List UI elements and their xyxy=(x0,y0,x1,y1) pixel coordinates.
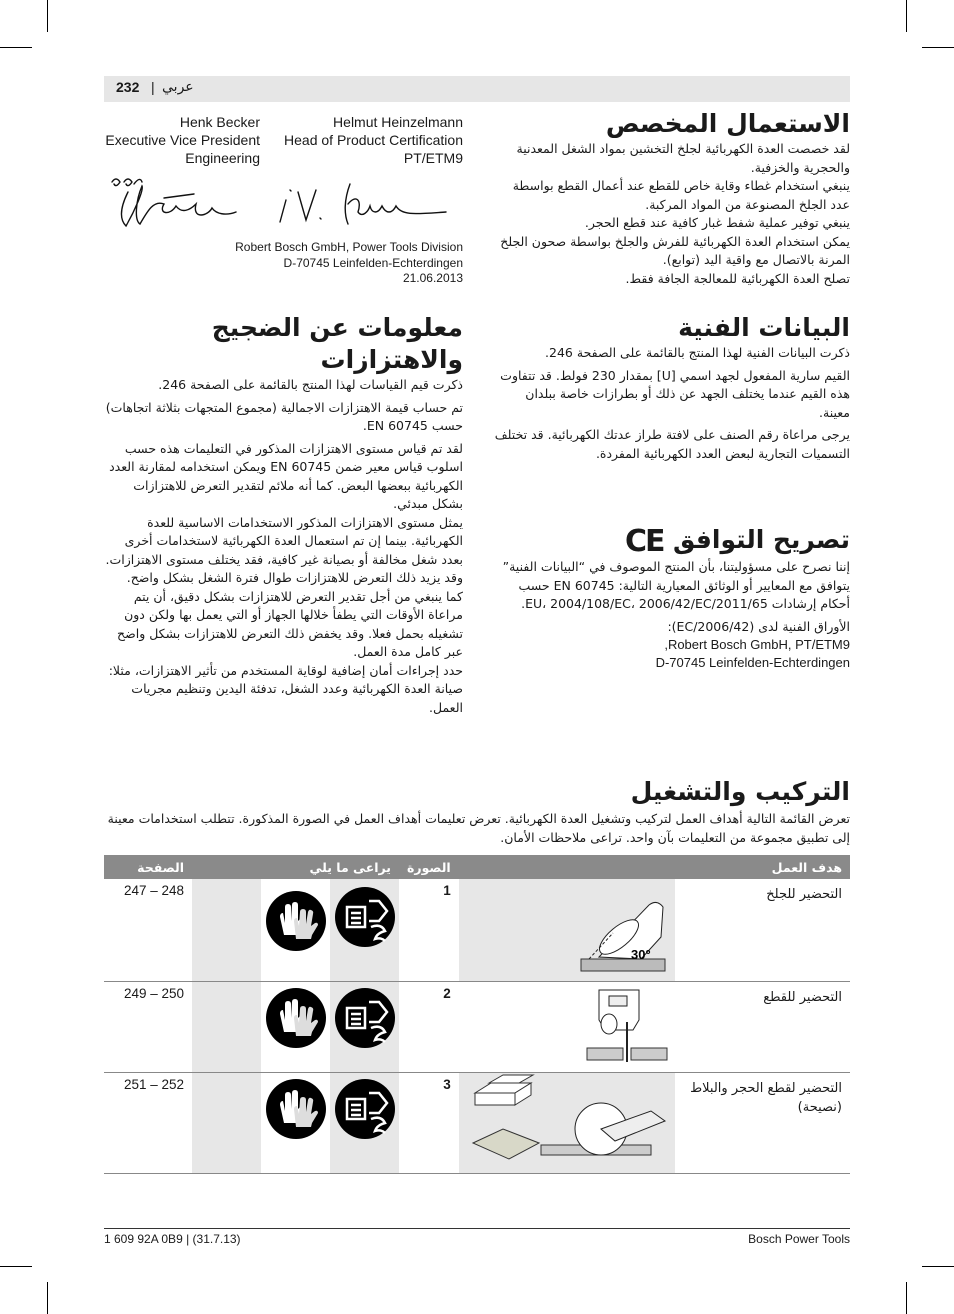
illustration-cell xyxy=(459,1073,675,1174)
empty-cell xyxy=(192,1073,261,1174)
paragraph: تصلح العدة الكهربائية للمعالجة الجافة فقط. xyxy=(625,270,850,286)
angle-label: 30° xyxy=(630,947,651,962)
section-title: الاستعمال المخصص xyxy=(605,109,850,138)
section-title: البيانات الفنية xyxy=(678,313,850,342)
signatory-dept: Engineering xyxy=(185,150,260,166)
signatory-name: Henk Becker xyxy=(179,114,260,130)
signatory-right xyxy=(270,113,463,167)
grinding-illustration xyxy=(459,879,675,977)
paragraph: يمثل مستوى الاهتزازات المذكور الاستخدامات الاساسية للعدة الكهربائية. بينما إن تم استعمال العدة الكهربائية لاستخدامات أخرى بعدد شغل مخالفة أو بصيانة غير كافية، فقد يختلف مستوى الاهتزازات. وقد يزيد ذلك التعرض للاهتزازات طوال فترة الشغل بشكل واضح. xyxy=(105,514,463,585)
work-goal: التحضير للجلخ xyxy=(675,879,850,982)
paragraph: إننا نصرح على مسؤوليتنا، بأن المنتج الموصوف في “البيانات الفنية” يتوافق مع المعايير أو الوثائق المعيارية التالية: EN 60745 حسب أحكام إرشادات 2011/65/EU، 2004/108/EC، 2006/42/EC. xyxy=(502,559,850,611)
company-name: Robert Bosch GmbH, Power Tools Division xyxy=(235,240,463,254)
table-header-row xyxy=(104,855,850,879)
crop-mark xyxy=(906,1282,907,1314)
paragraph: كما ينبغي من أجل تقدير التعرض للاهتزازات بشكل دقيق، أن يتم مراعاة الأوقات التي يطفأ خلالها الجهاز أو التي يعمل بها ولكن دون تشغيله بحمل فعلا. وقد يخفض ذلك التعرض للاهتزازات بشكل واضح عبر كامل مدة العمل. xyxy=(117,588,463,659)
figure-number: 1 xyxy=(399,879,459,982)
gloves-icon xyxy=(266,988,326,1048)
read-manual-icon xyxy=(335,887,395,947)
ce-mark-icon: CE xyxy=(625,524,664,559)
read-manual-icon xyxy=(335,988,395,1048)
cutting-illustration xyxy=(459,982,675,1068)
footer-rule xyxy=(104,1228,850,1229)
company-address xyxy=(104,240,463,287)
technical-data-section xyxy=(493,312,850,463)
page-number: 232 xyxy=(116,79,140,95)
crop-mark xyxy=(922,1266,954,1267)
assembly-section xyxy=(104,776,850,847)
header-figure: الصورة xyxy=(399,855,459,879)
conformity-section xyxy=(493,524,850,672)
section-title: التركيب والتشغيل xyxy=(630,777,850,806)
page-range: 249 – 250 xyxy=(104,982,192,1073)
paragraph: ذكرت البيانات الفنية لهذا المنتج بالقائمة على الصفحة 246. xyxy=(545,345,850,360)
header-separator: | xyxy=(151,79,155,95)
paragraph: ينبغي توفير عملية شفط غبار كافية عند قطع الحجر. xyxy=(584,215,850,230)
crop-mark xyxy=(906,0,907,32)
paragraph: لقد خصصت العدة الكهربائية لجلخ التخشين بمواد الشغل المعدنية والحجرية والخزفية. xyxy=(516,141,850,175)
paragraph: لقد تم قياس مستوى الاهتزازات المذكور في التعليمات هذه حسب اسلوب قياس معير ضمن EN 60745 ويمكن استخدامه لمقارنة العدد الكهربائية ببعضها البعض. كما أنه ملائم لتقدير التعرض للاهتزازات بشكل مبدئي. xyxy=(109,440,463,511)
header-goal: هدف العمل xyxy=(675,855,850,879)
page-range: 251 – 252 xyxy=(104,1073,192,1174)
stone-cutting-illustration xyxy=(459,1073,675,1169)
work-goal: التحضير للقطع xyxy=(675,982,850,1073)
footer-brand: Bosch Power Tools xyxy=(748,1232,850,1246)
section-title: معلومات عن الضجيج والاهتزازات xyxy=(211,313,463,374)
paragraph: Robert Bosch GmbH, PT/ETM9, xyxy=(664,637,850,652)
section-title: تصريح التوافق xyxy=(673,525,850,554)
gloves-icon xyxy=(266,1079,326,1139)
empty-cell xyxy=(192,879,261,982)
empty-cell xyxy=(192,982,261,1073)
crop-mark xyxy=(922,47,954,48)
header-page: الصفحة xyxy=(104,855,192,879)
crop-mark xyxy=(0,1266,32,1267)
signatory-title: Executive Vice President xyxy=(105,132,260,148)
table-row xyxy=(104,1073,850,1174)
paragraph: ينبغي استخدام غطاء وقاية خاص للقطع عند أعمال القطع بواسطة عدد الجلخ المصنوعة من المواد المركبة. xyxy=(512,178,850,212)
read-instructions-icon-cell xyxy=(330,982,399,1073)
paragraph: يرجى مراعاة رقم الصنف على لافتة طراز عدتك الكهربائية. قد تختلف التسميات التجارية لبعض العدد الكهربائية المفردة. xyxy=(494,427,850,461)
signatory-title: Head of Product Certification xyxy=(284,132,463,148)
header-illustration xyxy=(459,855,675,879)
footer-doc-number: 1 609 92A 0B9 | (31.7.13) xyxy=(104,1232,241,1246)
crop-mark xyxy=(47,0,48,32)
figure-number: 3 xyxy=(399,1073,459,1174)
work-goal: التحضير لقطع الحجر والبلاط (نصيحة) xyxy=(675,1073,850,1174)
paragraph: القيم سارية المفعول لجهد اسمي [U] بمقدار 230 فولط. قد تتفاوت هذه القيم عندما يختلف الجهد عن ذلك أو بطرازات خاصة ببلدان معينة. xyxy=(500,367,850,420)
work-goals-table xyxy=(104,855,850,1174)
signatory-name: Helmut Heinzelmann xyxy=(333,114,463,130)
language-label: عربي xyxy=(162,79,194,95)
gloves-icon xyxy=(266,891,326,951)
header-observe: يراعى ما يلي xyxy=(192,855,399,879)
signatory-dept: PT/ETM9 xyxy=(403,150,463,166)
paragraph: يمكن استخدام العدة الكهربائية للفرش والجلخ بواسطة صحون الجلخ المرنة بالاتصال مع واقية اليد (توابع). xyxy=(500,233,850,267)
figure-number: 2 xyxy=(399,982,459,1073)
read-instructions-icon-cell xyxy=(330,1073,399,1174)
paragraph: D-70745 Leinfelden-Echterdingen xyxy=(655,655,850,670)
paragraph: ذكرت قيم القياسات لهذا المنتج بالقائمة على الصفحة 246. xyxy=(158,377,463,392)
declaration-date: 21.06.2013 xyxy=(402,271,463,285)
crop-mark xyxy=(47,1282,48,1314)
illustration-cell xyxy=(459,879,675,982)
read-instructions-icon-cell xyxy=(330,879,399,982)
company-city: D-70745 Leinfelden-Echterdingen xyxy=(283,255,463,270)
table-row xyxy=(104,982,850,1073)
page-header xyxy=(104,76,850,102)
signatory-left xyxy=(104,113,260,167)
illustration-cell xyxy=(459,982,675,1073)
paragraph: تم حساب قيمة الاهتزازات الاجمالية (مجموع المتجهات بثلاثة اتجاهات) حسب EN 60745. xyxy=(105,399,463,433)
gloves-icon-cell xyxy=(261,982,330,1073)
paragraph: الأوراق الفنية لدى (2006/42/EC): xyxy=(667,618,850,634)
paragraph: حدد إجراءات أمان إضافية لوقاية المستخدم من تأثير الاهتزازات، مثلا: صيانة العدة الكهربائية وعدد الشغل، تدفئة اليدين وتنظيم مجريات العمل. xyxy=(108,662,463,715)
page-range: 247 – 248 xyxy=(104,879,192,982)
gloves-icon-cell xyxy=(261,879,330,982)
gloves-icon-cell xyxy=(261,1073,330,1174)
table-row xyxy=(104,879,850,982)
handwritten-signatures xyxy=(104,170,463,232)
noise-vibration-section xyxy=(104,312,463,717)
intended-use-section xyxy=(493,108,850,288)
read-manual-icon xyxy=(335,1079,395,1139)
crop-mark xyxy=(0,47,32,48)
paragraph: تعرض القائمة التالية أهداف العمل لتركيب وتشغيل العدة الكهربائية. تعرض تعليمات أهداف العمل في الصورة المذكورة. تتطلب استخدامات معينة إلى تطبيق مجموعة من التعليمات بآن واحد. تراعى ملاحظات الأمان. xyxy=(107,811,850,845)
